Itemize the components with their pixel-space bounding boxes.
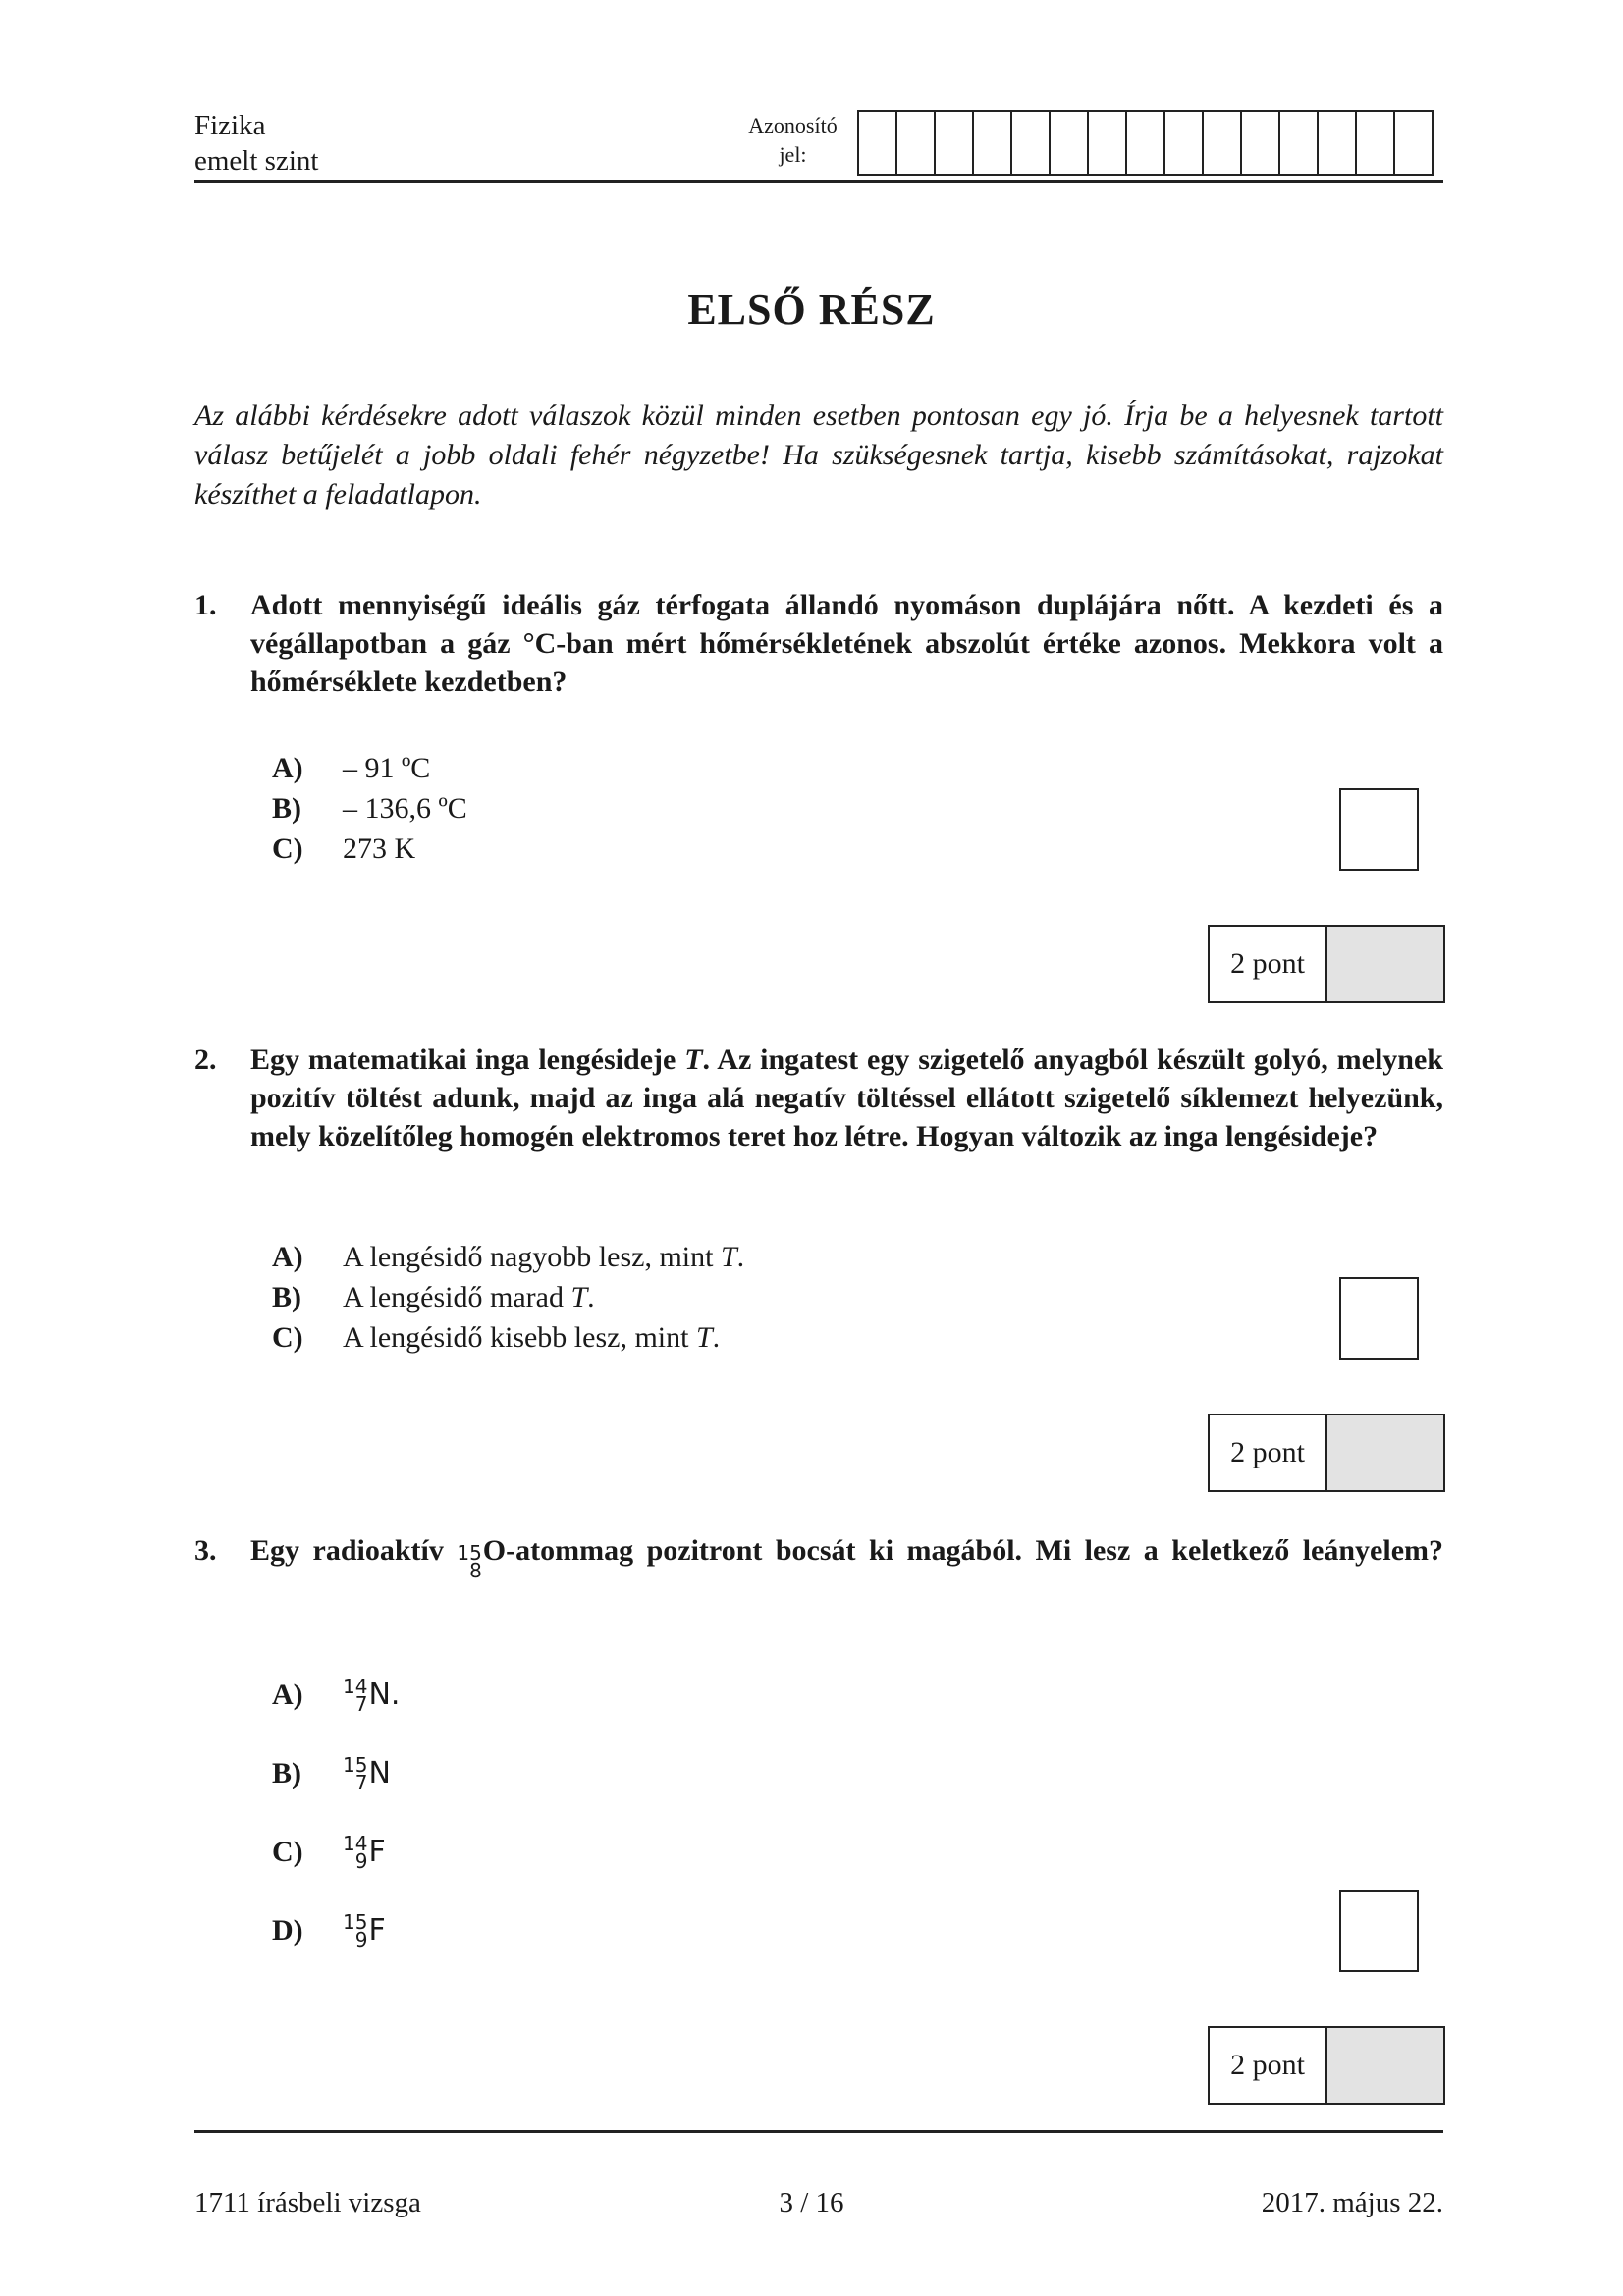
score-field [1327, 1415, 1443, 1490]
points-label: 2 pont [1210, 2028, 1327, 2103]
question-1-score-box [1208, 925, 1445, 1003]
question-3-option-b: B) 15 7 N [272, 1752, 391, 1794]
question-3-option-a: A) 14 7 N . [272, 1674, 401, 1716]
question-1-answer-box[interactable] [1339, 788, 1419, 871]
id-box[interactable] [1393, 112, 1432, 174]
nuclide-notation: 14 7 N . [343, 1674, 401, 1716]
question-2-score-box [1208, 1414, 1445, 1492]
footer-exam-code: 1711 írásbeli vizsga [194, 2187, 421, 2218]
id-box[interactable] [1240, 112, 1278, 174]
id-code-boxes[interactable] [857, 110, 1434, 176]
id-box[interactable] [895, 112, 934, 174]
id-box[interactable] [1317, 112, 1355, 174]
id-box[interactable] [859, 112, 895, 174]
question-1-option-a: A) – 91 ºC [272, 752, 431, 784]
nuclide-notation: 15 8 [457, 1541, 482, 1582]
level-label: emelt szint [194, 145, 319, 177]
exam-header-subject [194, 108, 318, 179]
id-box[interactable] [1355, 112, 1393, 174]
question-3-score-box [1208, 2026, 1445, 2105]
question-3-option-c: C) 14 9 F [272, 1831, 386, 1873]
instructions: Az alábbi kérdésekre adott válaszok közül minden esetben pontosan egy jó. Írja be a helyesnek tartott válasz betűjelét a jobb oldali fehér négyzetbe! Ha szükségesnek tartja, kisebb számításokat, rajzokat készíthet a feladatlapon. [194, 400, 1443, 510]
section-title: ELSŐ RÉSZ [687, 286, 936, 334]
footer-date: 2017. május 22. [1261, 2187, 1443, 2218]
question-3-answer-box[interactable] [1339, 1890, 1419, 1972]
score-field [1327, 927, 1443, 1001]
footer-divider [194, 2130, 1443, 2133]
question-2-option-a: A) A lengésidő nagyobb lesz, mint T. [272, 1241, 745, 1273]
question-1-option-c: C) 273 K [272, 832, 416, 865]
question-1-number: 1. [194, 589, 217, 621]
id-box[interactable] [972, 112, 1010, 174]
id-box[interactable] [934, 112, 972, 174]
question-2-number: 2. [194, 1043, 217, 1076]
question-1-option-b: B) – 136,6 ºC [272, 792, 467, 825]
nuclide-notation: 15 9 F [343, 1909, 386, 1951]
question-3-text: Egy radioaktív 15 8 O-atommag pozitront bocsát ki magából. Mi lesz a keletkező leányelem? [250, 1534, 1444, 1582]
id-label: Azonosító jel: [748, 113, 838, 167]
header-divider [194, 180, 1443, 183]
subject-label: Fizika [194, 110, 266, 141]
id-box[interactable] [1010, 112, 1049, 174]
id-box[interactable] [1087, 112, 1125, 174]
question-2-option-b: B) A lengésidő marad T. [272, 1281, 595, 1313]
nuclide-notation: 14 9 F [343, 1831, 386, 1873]
question-3-option-d: D) 15 9 F [272, 1909, 386, 1951]
nuclide-notation: 15 7 N [343, 1752, 391, 1794]
score-field [1327, 2028, 1443, 2103]
points-label: 2 pont [1210, 927, 1327, 1001]
id-box[interactable] [1049, 112, 1087, 174]
question-1-text: Adott mennyiségű ideális gáz térfogata állandó nyomáson duplájára nőtt. A kezdeti és a végállapotban a gáz °C-ban mért hőmérsékletének abszolút értéke azonos. Mekkora volt a hőmérséklete kezdetben? [250, 589, 1443, 698]
points-label: 2 pont [1210, 1415, 1327, 1490]
id-box[interactable] [1202, 112, 1240, 174]
question-3-number: 3. [194, 1534, 217, 1567]
question-2-option-c: C) A lengésidő kisebb lesz, mint T. [272, 1321, 721, 1354]
question-2-answer-box[interactable] [1339, 1277, 1419, 1360]
question-2-text: Egy matematikai inga lengésideje T. Az ingatest egy szigetelő anyagból készült golyó, melynek pozitív töltést adunk, majd az inga alá negatív töltéssel ellátott szigetelő síklemezt helyezünk, mely közelítőleg homogén elektromos teret hoz létre. Hogyan változik az inga lengésideje? [250, 1043, 1443, 1152]
id-box[interactable] [1163, 112, 1202, 174]
footer-page-number: 3 / 16 [779, 2187, 844, 2218]
id-box[interactable] [1278, 112, 1317, 174]
id-box[interactable] [1125, 112, 1163, 174]
